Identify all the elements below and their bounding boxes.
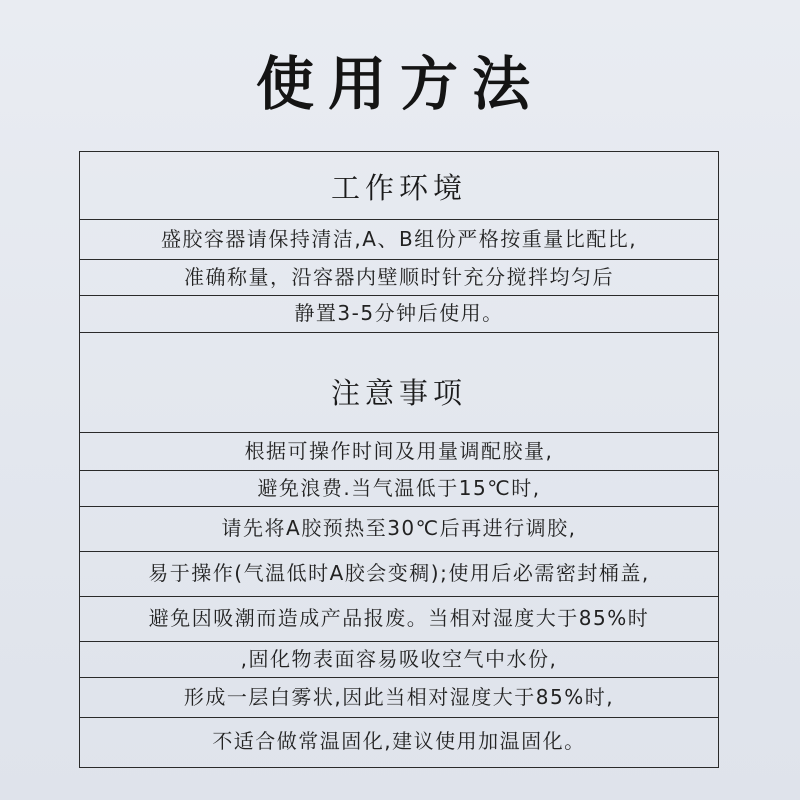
precautions-line: 易于操作(气温低时A胶会变稠);使用后必需密封桶盖,: [148, 561, 650, 585]
precautions-line: 不适合做常温固化,建议使用加温固化。: [212, 729, 586, 753]
section-heading-precautions: 注意事项: [330, 376, 467, 410]
precautions-line: 根据可操作时间及用量调配胶量,: [244, 439, 554, 463]
instructions-panel: [79, 151, 719, 768]
divider: [80, 332, 718, 333]
precautions-line: 避免浪费.当气温低于15℃时,: [257, 476, 541, 500]
precautions-line: 避免因吸潮而造成产品报废。当相对湿度大于85%时: [148, 606, 650, 630]
page-title: 使用方法: [255, 50, 544, 118]
precautions-line: 形成一层白雾状,因此当相对湿度大于85%时,: [183, 685, 615, 709]
work-environment-line: 静置3-5分钟后使用。: [294, 301, 504, 325]
precautions-line: 请先将A胶预热至30℃后再进行调胶,: [221, 516, 577, 540]
section-heading-work-environment: 工作环境: [330, 171, 467, 205]
work-environment-line: 盛胶容器请保持清洁,A、B组份严格按重量比配比,: [160, 227, 638, 251]
work-environment-line: 准确称量，沿容器内壁顺时针充分搅拌均匀后: [184, 265, 614, 289]
precautions-line: ,固化物表面容易吸收空气中水份,: [240, 647, 558, 671]
